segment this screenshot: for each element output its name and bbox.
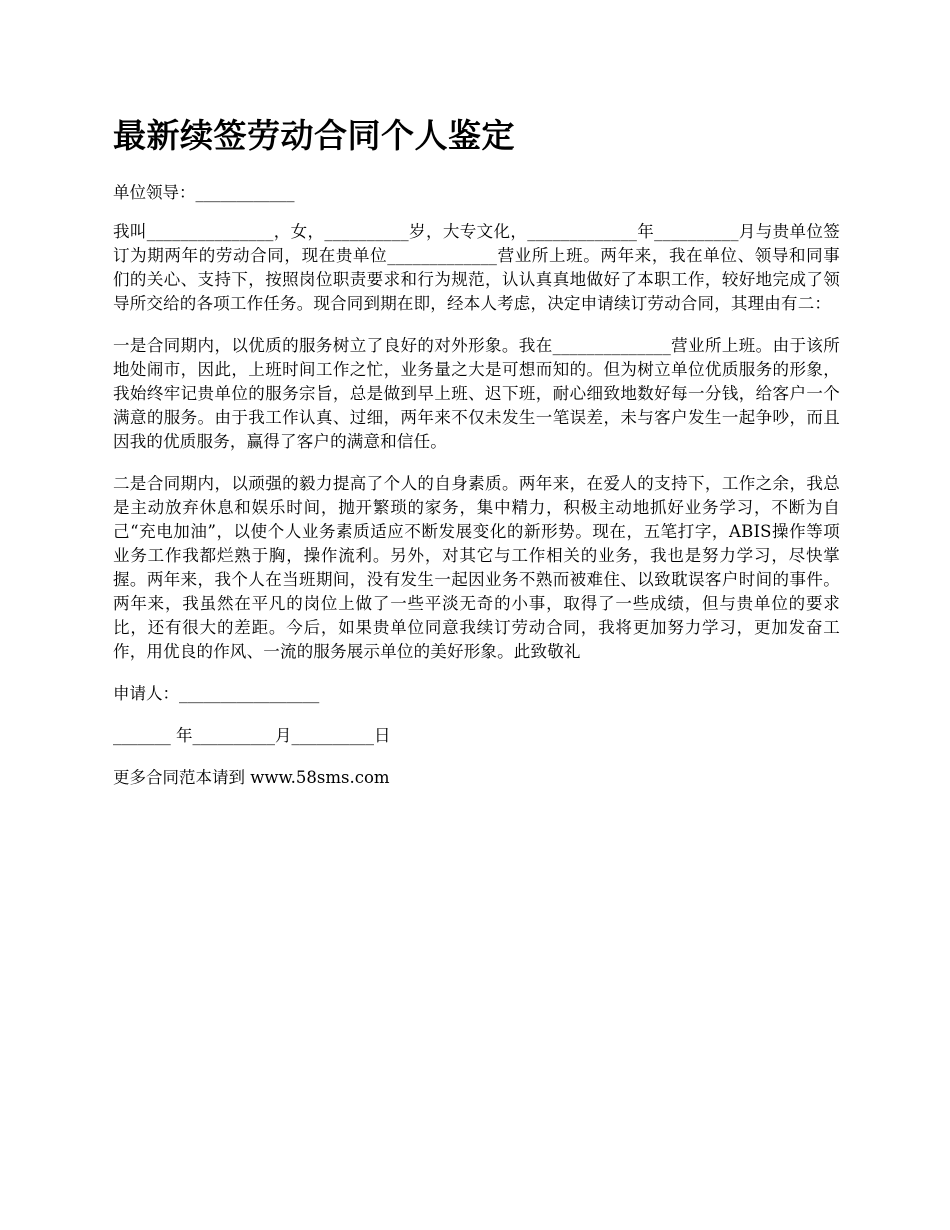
date-line: _______ 年__________月__________日 <box>113 726 391 745</box>
document-page <box>113 112 840 790</box>
reason-two-paragraph: 二是合同期内，以顽强的毅力提高了个人的自身素质。两年来，在爱人的支持下，工作之余，我总是主动放弃休息和娱乐时间，抛开繁琐的家务，集中精力，积极主动地抓好业务学习，不断为自己“充电加油”，以使个人业务素质适应不断发展变化的新形势。现在，五笔打字，ABIS操作等项业务工作我都烂熟于胸，操作流利。另外，对其它与工作相关的业务，我也是努力学习，尽快掌握。两年来，我个人在当班期间，没有发生一起因业务不熟而被难住、以致耽误客户时间的事件。两年来，我虽然在平凡的岗位上做了一些平淡无奇的小事，取得了一些成绩，但与贵单位的要求比，还有很大的差距。今后，如果贵单位同意我续订劳动合同，我将更加努力学习，更加发奋工作，用优良的作风、一流的服务展示单位的美好形象。此致敬礼 <box>113 474 840 661</box>
intro-paragraph: 我叫_______________，女，__________岁，大专文化，_____________年__________月与贵单位签订为期两年的劳动合同，现在贵单位_____________营业所上班。两年来，我在单位、领导和同事们的关心、支持下，按照岗位职责要求和行为规范，认认真真地做好了本职工作，较好地完成了领导所交给的各项工作任务。现合同到期在即，经本人考虑，决定申请续订劳动合同，其理由有二： <box>113 222 840 313</box>
reason-one-paragraph: 一是合同期内，以优质的服务树立了良好的对外形象。我在______________营业所上班。由于该所地处闹市，因此，上班时间工作之忙，业务量之大是可想而知的。但为树立单位优质服务的形象，我始终牢记贵单位的服务宗旨，总是做到早上班、迟下班，耐心细致地数好每一分钱，给客户一个满意的服务。由于我工作认真、过细，两年来不仅未发生一笔误差，未与客户发生一起争吵，而且因我的优质服务，赢得了客户的满意和信任。 <box>113 336 840 451</box>
more-templates-text: 更多合同范本请到 www.58sms.com <box>113 768 390 787</box>
document-title: 最新续签劳动合同个人鉴定 <box>113 116 515 155</box>
applicant-line: 申请人：_________________ <box>113 684 320 703</box>
salutation-line: 单位领导：____________ <box>113 183 295 202</box>
